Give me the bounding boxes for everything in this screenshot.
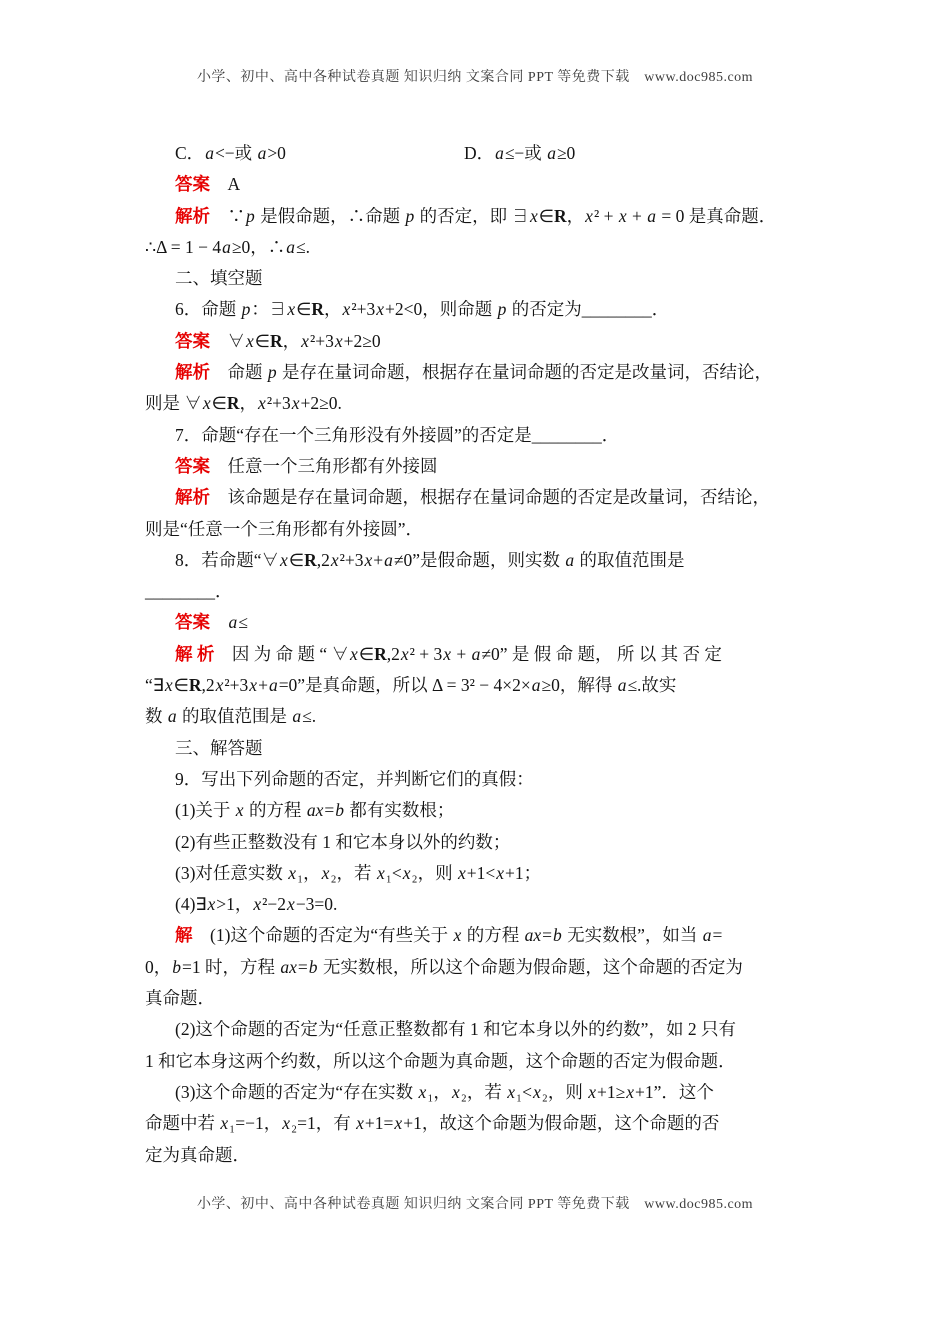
- analysis-label: 解析: [175, 205, 210, 226]
- math-variable: b: [552, 925, 562, 946]
- math-variable: x: [588, 1081, 597, 1102]
- text-segment: 9．写出下列命题的否定，并判断它们的真假：: [175, 768, 534, 789]
- math-variable: p: [267, 362, 277, 383]
- text-segment: (1)关于: [175, 800, 235, 821]
- math-variable: x: [202, 393, 211, 414]
- math-variable: a: [531, 675, 541, 696]
- text-segment: +1；: [505, 862, 542, 883]
- text-line: [145, 607, 815, 638]
- math-variable: x: [402, 862, 411, 883]
- math-variable: x: [356, 1113, 364, 1134]
- math-variable: x: [585, 205, 593, 226]
- text-segment: ∈: [538, 205, 555, 226]
- text-segment: ≥0: [556, 143, 576, 163]
- math-variable: x: [453, 925, 462, 946]
- text-segment: [210, 612, 228, 632]
- math-variable: a: [702, 925, 712, 946]
- math-variable: a: [471, 643, 481, 664]
- text-segment: ，: [566, 205, 585, 226]
- text-segment: C．: [175, 143, 205, 163]
- text-segment: ≤.故实: [627, 675, 677, 696]
- math-variable: p: [497, 299, 507, 320]
- text-segment: (2)有些正整数没有 1 和它本身以外的约数；: [175, 831, 511, 852]
- text-segment: 三、解答题: [175, 737, 263, 758]
- text-line: [145, 545, 815, 576]
- text-segment: ∈: [358, 643, 375, 664]
- math-variable: x: [334, 330, 343, 351]
- text-segment: ,2: [201, 675, 215, 696]
- text-line: [145, 1046, 815, 1077]
- text-segment: ：∃: [251, 299, 287, 320]
- math-variable: x: [330, 549, 339, 570]
- text-segment: 的方程: [462, 925, 524, 946]
- text-segment: 命题中若: [145, 1113, 220, 1134]
- math-variable: x: [496, 862, 505, 883]
- text-segment: ≥0，∴: [231, 236, 286, 257]
- math-variable: a: [565, 549, 575, 570]
- text-segment: 的否定，即 ∃: [415, 205, 529, 226]
- math-variable: a: [495, 143, 504, 163]
- text-segment: ₂=1，有: [291, 1113, 356, 1134]
- text-segment: ²+3: [224, 675, 249, 696]
- text-line: [145, 795, 815, 826]
- text-line: [145, 357, 815, 388]
- math-variable: x: [287, 299, 296, 320]
- text-segment: 0，: [145, 956, 172, 977]
- text-segment: ________．: [145, 581, 233, 602]
- math-variable: a: [257, 143, 267, 163]
- math-set-symbol: R: [311, 299, 325, 320]
- text-segment: ∈: [254, 330, 271, 351]
- text-segment: ²+3: [266, 393, 291, 414]
- math-variable: x: [451, 1081, 460, 1102]
- math-variable: ax: [306, 800, 324, 821]
- math-variable: a: [222, 236, 231, 257]
- text-segment: ∴Δ = 1 − 4: [145, 236, 222, 257]
- text-line: [145, 670, 815, 701]
- text-segment: 二、填空题: [175, 268, 263, 289]
- solution-label: 解: [175, 925, 193, 946]
- text-segment: 命题: [210, 362, 267, 383]
- text-segment: >1，: [216, 894, 253, 915]
- text-segment: ≤.: [302, 706, 317, 727]
- text-line: [145, 420, 815, 451]
- math-variable: x: [301, 330, 309, 351]
- text-segment: ²+3: [351, 299, 376, 320]
- text-segment: +: [373, 549, 384, 570]
- math-variable: x: [418, 1081, 427, 1102]
- text-segment: (3)这个命题的否定为“存在实数: [175, 1081, 418, 1102]
- text-segment: ₁，: [427, 1081, 451, 1102]
- text-line: [145, 1077, 815, 1108]
- text-segment: = 0 是真命题．: [656, 205, 777, 226]
- text-segment: ≥0，解得: [541, 675, 617, 696]
- text-segment: 则是 ∀: [145, 393, 202, 414]
- text-segment: =: [712, 925, 723, 946]
- math-variable: x: [287, 894, 295, 915]
- math-variable: x: [532, 1081, 541, 1102]
- text-segment: ₁<: [515, 1081, 532, 1102]
- text-segment: =1 时，方程: [182, 956, 280, 977]
- text-segment: ≤−或: [504, 143, 547, 163]
- text-segment: 1 和它本身这两个约数，所以这个命题为真命题，这个命题的否定为假命题．: [145, 1050, 736, 1071]
- math-variable: x: [253, 894, 262, 915]
- text-segment: (3)对任意实数: [175, 862, 288, 883]
- text-line: [145, 232, 815, 263]
- text-segment: 定为真命题．: [145, 1144, 250, 1165]
- text-segment: +1≥: [597, 1081, 626, 1102]
- math-variable: x: [258, 393, 266, 414]
- math-set-symbol: R: [226, 393, 240, 414]
- text-segment: ₂，若: [330, 862, 376, 883]
- math-variable: a: [268, 675, 278, 696]
- text-segment: ² + 3: [409, 643, 443, 664]
- math-variable: x: [376, 299, 384, 320]
- text-segment: ²+3: [309, 330, 334, 351]
- text-segment: +: [627, 205, 647, 226]
- text-segment: ≠0”是假命题，则实数: [393, 549, 565, 570]
- text-segment: ² +: [593, 205, 618, 226]
- text-segment: −3=0.: [295, 894, 338, 915]
- text-line: [145, 451, 815, 482]
- math-variable: x: [400, 643, 409, 664]
- analysis-label: 解析: [175, 487, 210, 508]
- text-segment: =: [542, 925, 552, 946]
- math-set-symbol: R: [270, 330, 283, 351]
- math-variable: x: [291, 393, 300, 414]
- math-variable: b: [172, 956, 181, 977]
- math-variable: a: [292, 706, 302, 727]
- math-variable: a: [547, 143, 556, 163]
- math-variable: x: [280, 549, 288, 570]
- math-variable: x: [507, 1081, 515, 1102]
- text-segment: “∃: [145, 675, 164, 696]
- math-variable: b: [308, 956, 318, 977]
- math-variable: x: [626, 1081, 635, 1102]
- math-variable: x: [342, 299, 351, 320]
- text-segment: ≤: [238, 612, 248, 633]
- math-variable: x: [350, 643, 358, 664]
- math-variable: ax: [280, 956, 297, 977]
- text-segment: ，: [324, 299, 342, 320]
- math-variable: x: [321, 862, 330, 883]
- text-line: [145, 514, 815, 545]
- math-variable: x: [164, 675, 173, 696]
- page-header: 小学、初中、高中各种试卷真题 知识归纳 文案合同 PPT 等免费下载 www.doc985.com: [196, 70, 754, 85]
- text-line: [145, 1108, 815, 1139]
- text-segment: 则是“任意一个三角形都有外接圆”．: [145, 518, 424, 539]
- text-segment: ∀: [210, 330, 245, 351]
- text-segment: 任意一个三角形都有外接圆: [210, 455, 438, 476]
- text-segment: ₁，: [297, 862, 321, 883]
- math-variable: a: [228, 612, 238, 633]
- analysis-label: 解析: [175, 362, 210, 383]
- text-line: [145, 858, 815, 889]
- text-segment: (1)这个命题的否定为“有些关于: [192, 925, 453, 946]
- text-segment: ,2: [386, 643, 400, 664]
- text-line: [145, 1140, 815, 1171]
- text-segment: <−或: [214, 143, 257, 163]
- text-line: [145, 263, 815, 294]
- text-line: [145, 138, 815, 169]
- math-variable: p: [241, 299, 251, 320]
- text-segment: 都有实数根；: [344, 800, 455, 821]
- text-segment: 数: [145, 706, 167, 727]
- text-segment: ，: [282, 330, 301, 351]
- text-segment: 因 为 命 题 “ ∀: [214, 643, 350, 664]
- text-segment: +1<: [466, 862, 496, 883]
- text-segment: ≤.: [296, 236, 311, 257]
- text-segment: =: [324, 800, 335, 821]
- page-footer: 小学、初中、高中各种试卷真题 知识归纳 文案合同 PPT 等免费下载 www.doc985.com: [196, 1197, 754, 1212]
- text-line: [145, 1014, 815, 1045]
- text-segment: ²+3: [339, 549, 364, 570]
- text-line: [145, 576, 815, 607]
- text-segment: =: [297, 956, 308, 977]
- math-set-symbol: R: [374, 643, 387, 664]
- math-variable: x: [282, 1113, 291, 1134]
- text-line: [145, 733, 815, 764]
- text-segment: +2≥0: [343, 330, 381, 351]
- text-segment: (2)这个命题的否定为“任意正整数都有 1 和它本身以外的约数”，如 2 只有: [175, 1019, 736, 1040]
- text-segment: ₂，若: [460, 1081, 507, 1102]
- answer-label: 答案: [175, 174, 210, 195]
- text-segment: +1，故这个命题为假命题，这个命题的否: [403, 1113, 720, 1134]
- math-variable: x: [235, 800, 244, 821]
- math-variable: a: [205, 143, 214, 163]
- text-line: [145, 482, 815, 513]
- math-variable: x: [530, 205, 538, 226]
- math-variable: a: [286, 236, 296, 257]
- answer-label: 答案: [175, 455, 210, 476]
- text-segment: +: [258, 675, 268, 696]
- text-line: [145, 388, 815, 419]
- text-segment: ₁<: [385, 862, 402, 883]
- math-variable: x: [207, 894, 216, 915]
- text-line: [145, 827, 815, 858]
- text-segment: ₂，则: [541, 1081, 588, 1102]
- text-line: [145, 169, 815, 200]
- math-variable: p: [246, 205, 255, 226]
- text-segment: ∈: [288, 549, 305, 570]
- text-segment: ∈: [296, 299, 312, 320]
- text-segment: ₁=−1，: [229, 1113, 282, 1134]
- text-line: [145, 639, 815, 670]
- text-segment: 是存在量词命题，根据存在量词命题的否定是改量词，否结论，: [277, 362, 772, 383]
- text-segment: +2≥0.: [300, 393, 342, 414]
- text-segment: 是假命题，∴命题: [255, 205, 405, 226]
- text-segment: ≠0” 是 假 命 题， 所 以 其 否 定: [481, 643, 722, 664]
- text-segment: 真命题．: [145, 988, 215, 1009]
- math-variable: a: [167, 706, 177, 727]
- math-variable: x: [376, 862, 385, 883]
- math-variable: x: [249, 675, 258, 696]
- text-segment: ，: [239, 393, 258, 414]
- text-segment: 的否定为________．: [507, 299, 670, 320]
- math-variable: p: [405, 205, 415, 226]
- math-set-symbol: R: [554, 205, 567, 226]
- text-segment: 无实数根，所以这个命题为假命题，这个命题的否定为: [318, 956, 743, 977]
- text-line: [145, 701, 815, 732]
- text-segment: =0”是真命题，所以 Δ = 3² − 4×2×: [278, 675, 531, 696]
- math-variable: x: [288, 862, 297, 883]
- math-variable: x: [364, 549, 373, 570]
- text-segment: 的取值范围是: [177, 706, 292, 727]
- math-variable: x: [457, 862, 466, 883]
- answer-label: 答案: [175, 612, 210, 633]
- analysis-label: 解 析: [175, 643, 215, 664]
- text-segment: ∈: [173, 675, 189, 696]
- text-segment: 的取值范围是: [575, 549, 685, 570]
- math-variable: x: [618, 205, 627, 226]
- math-variable: b: [335, 800, 344, 821]
- text-line: [145, 326, 815, 357]
- document-body: [145, 138, 815, 1171]
- math-variable: x: [246, 330, 254, 351]
- text-segment: (4)∃: [175, 894, 207, 915]
- text-segment: +1=: [364, 1113, 394, 1134]
- math-variable: x: [215, 675, 224, 696]
- text-segment: ,2: [316, 549, 330, 570]
- text-segment: 该命题是存在量词命题，根据存在量词命题的否定是改量词，否结论，: [210, 487, 770, 508]
- text-line: [145, 201, 815, 232]
- text-segment: A: [210, 174, 241, 195]
- text-segment: ∈: [211, 393, 227, 414]
- math-set-symbol: R: [304, 549, 317, 570]
- text-segment: +2<0，则命题: [384, 299, 497, 320]
- text-segment: ²−2: [262, 894, 287, 915]
- text-segment: ∵: [210, 205, 245, 226]
- text-line: [145, 294, 815, 325]
- text-segment: D．: [463, 143, 495, 163]
- math-variable: x: [394, 1113, 403, 1134]
- text-segment: 7．命题“存在一个三角形没有外接圆”的否定是________．: [175, 424, 620, 445]
- math-variable: a: [647, 205, 656, 226]
- text-segment: 的方程: [244, 800, 306, 821]
- answer-label: 答案: [175, 330, 210, 351]
- text-segment: 无实数根”，如当: [562, 925, 702, 946]
- math-variable: x: [443, 643, 452, 664]
- math-variable: ax: [524, 925, 542, 946]
- text-segment: 6．命题: [175, 299, 241, 320]
- text-segment: >0: [267, 143, 286, 163]
- math-variable: a: [617, 675, 627, 696]
- text-line: [145, 764, 815, 795]
- text-line: [145, 889, 815, 920]
- math-variable: x: [220, 1113, 229, 1134]
- text-segment: +: [452, 643, 471, 664]
- text-line: [145, 952, 815, 983]
- text-segment: 8．若命题“∀: [175, 549, 280, 570]
- text-line: [145, 920, 815, 951]
- math-set-symbol: R: [188, 675, 202, 696]
- text-segment: ₂，则: [411, 862, 457, 883]
- math-variable: a: [384, 549, 393, 570]
- text-line: [145, 983, 815, 1014]
- text-segment: +1”．这个: [635, 1081, 714, 1102]
